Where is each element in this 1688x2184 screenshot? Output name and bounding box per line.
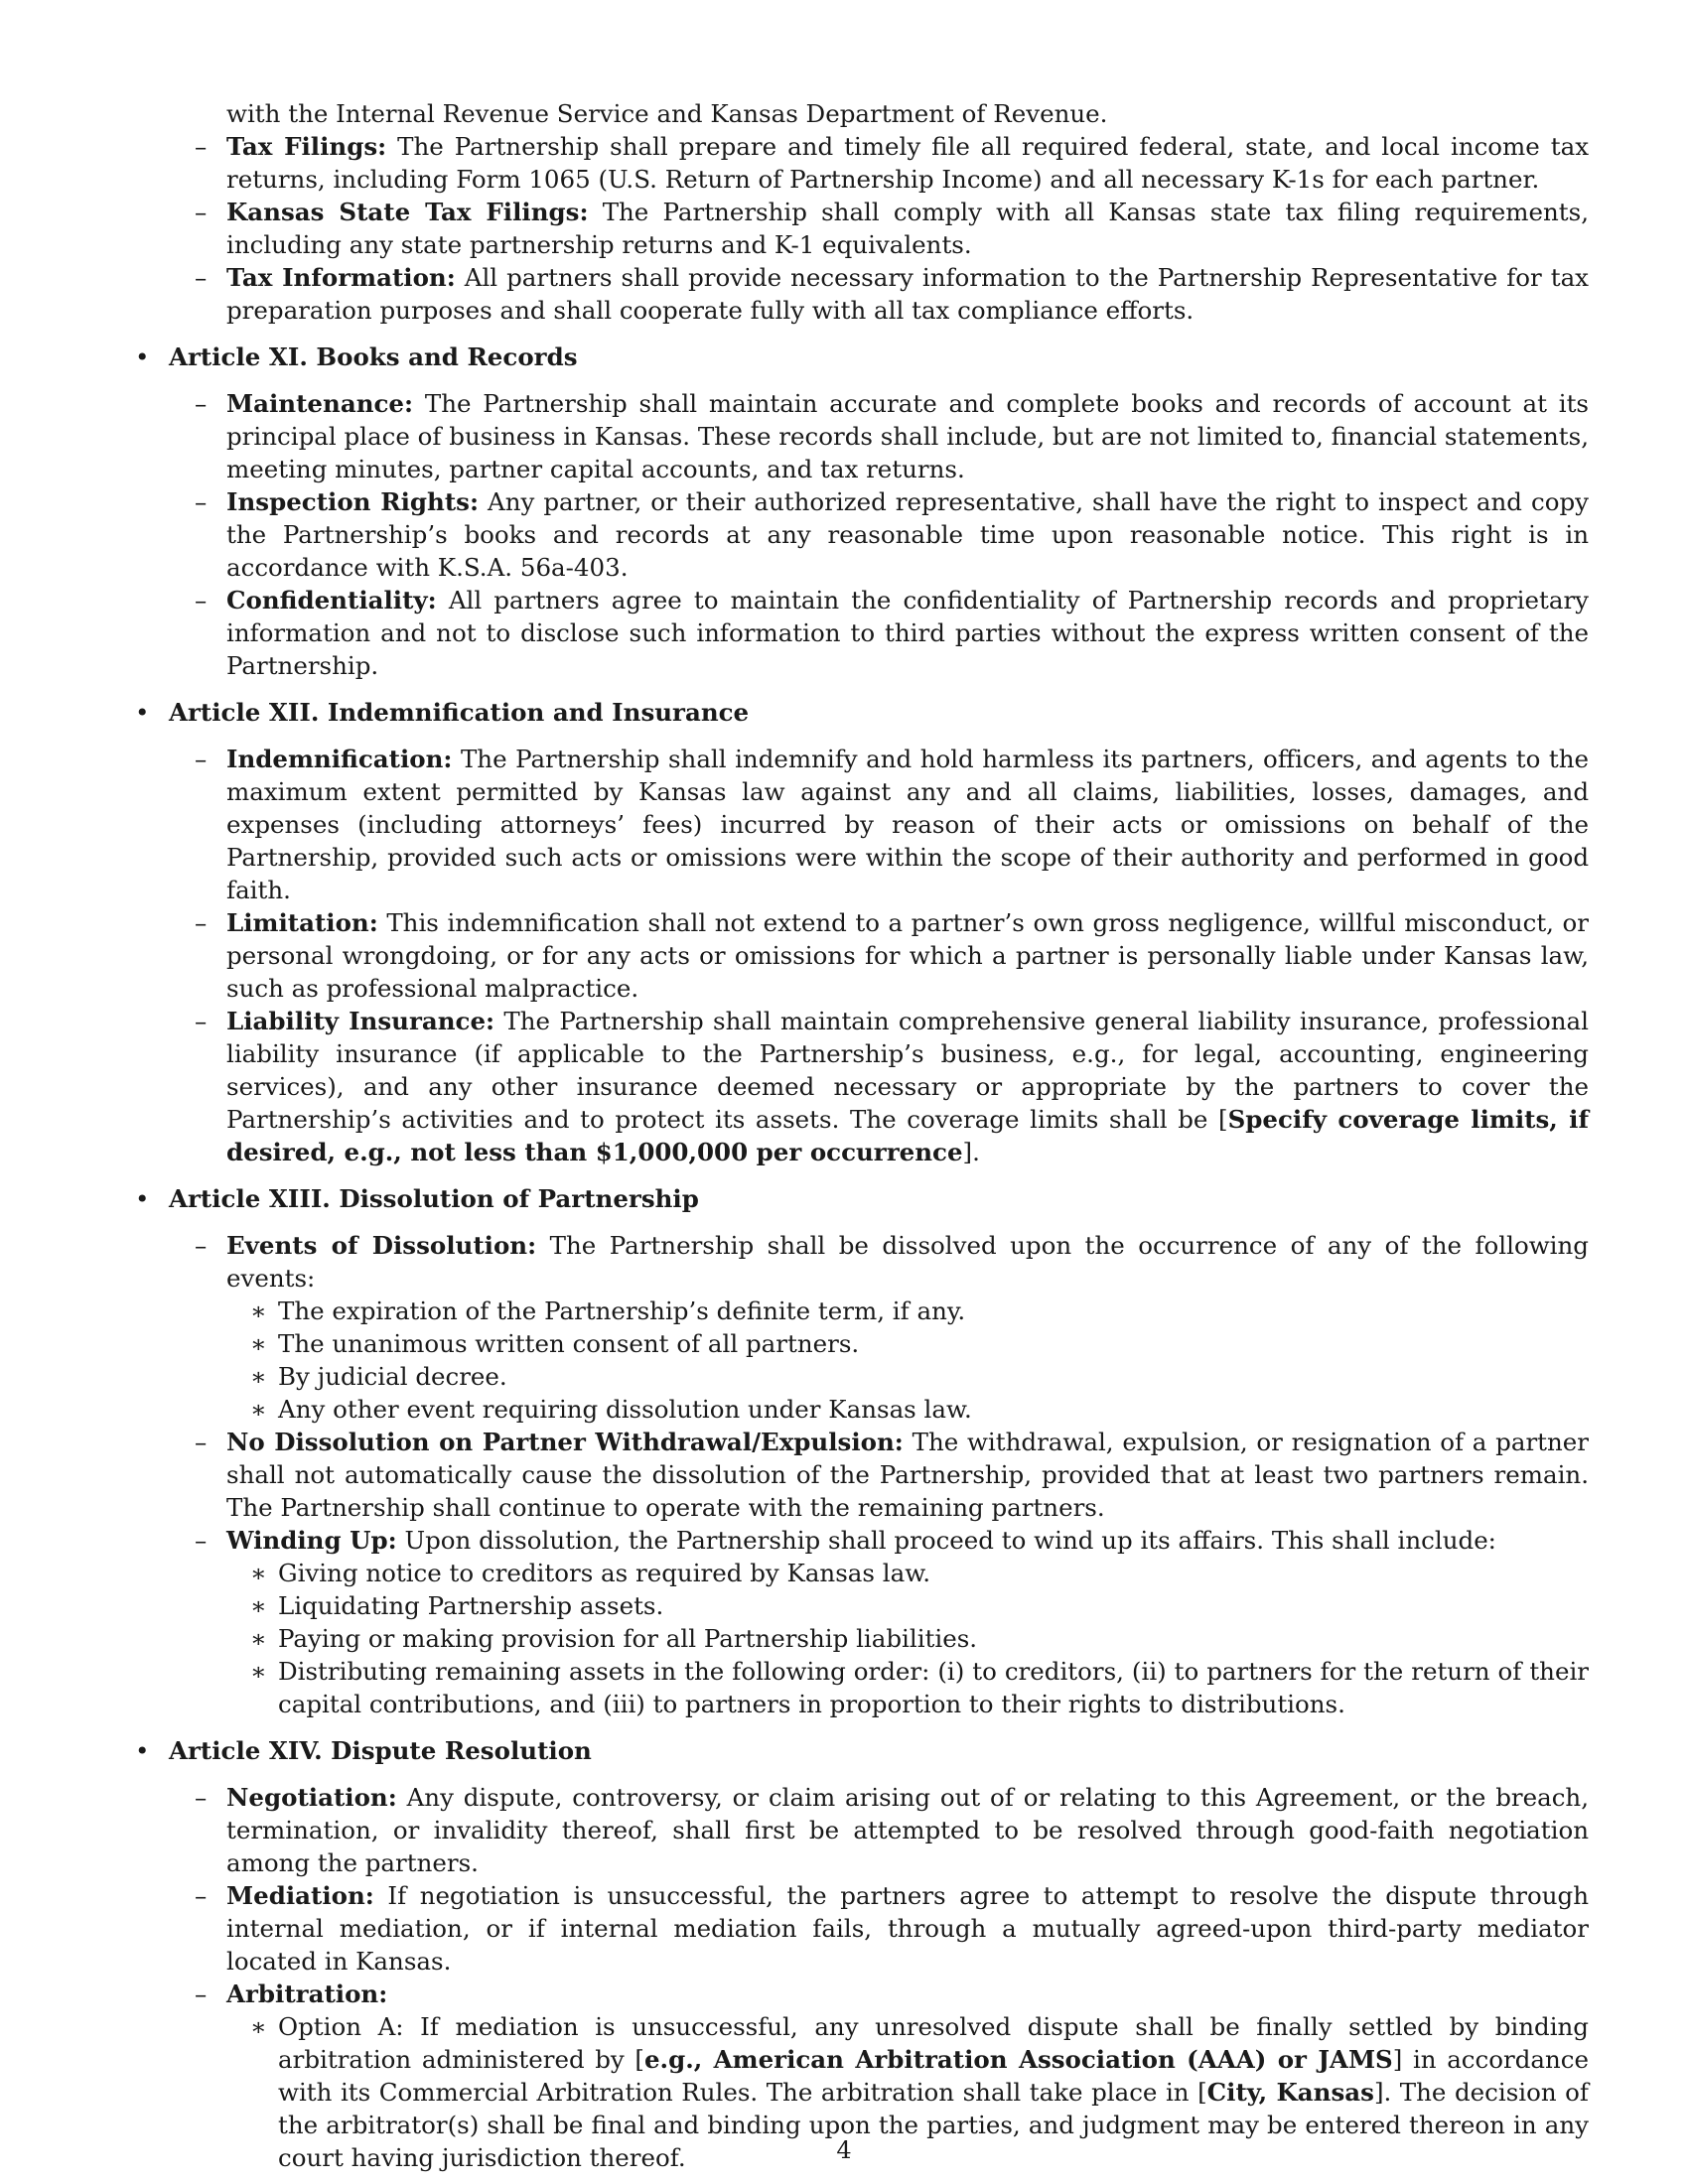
arbitration-location-placeholder: City, Kansas [1206, 2078, 1374, 2107]
document-body [133, 97, 1589, 2174]
list-item-winding-up: – Winding Up: Upon dissolution, the Partnership shall proceed to wind up its affairs. This shall include: [195, 1526, 1496, 1555]
sub-list-item: ∗ By judicial decree. [250, 1362, 507, 1391]
list-item-inspection-rights: – Inspection Rights: Any partner, or their authorized representative, shall have the right to inspect and copy the Partnership’s books and records at any reasonable time upon reasonable notice. This right is in accordance with K.S.A. 56a-403. [195, 487, 1589, 582]
list-item-mediation: – Mediation: If negotiation is unsuccessful, the partners agree to attempt to resolve the dispute through internal mediation, or if internal mediation fails, through a mutually agreed-upon third-party mediator located in Kansas. [195, 1881, 1589, 1976]
sub-list-item: ∗ Any other event requiring dissolution under Kansas law. [250, 1395, 972, 1424]
arbitration-provider-placeholder: e.g., American Arbitration Association (AAA) or JAMS [643, 2045, 1393, 2074]
list-item-tax-information: – Tax Information: All partners shall provide necessary information to the Partnership Representative for tax preparation purposes and shall cooperate fully with all tax compliance efforts. [195, 263, 1589, 325]
sub-list-item-option-a: ∗ Option A: If mediation is unsuccessful, any unresolved dispute shall be finally settled by binding arbitration administered by [e.g., American Arbitration Association (AAA) or JAMS] in accordance with its Commercial Arbitration Rules. The arbitration shall take place in [City, Kansas]. The decision of the arbitrator(s) shall be final and binding upon the parties, and judgment may be entered thereon in any court having jurisdiction thereof. [250, 2012, 1589, 2172]
list-item-limitation: – Limitation: This indemnification shall not extend to a partner’s own gross negligence, willful misconduct, or personal wrongdoing, or for any acts or omissions for which a partner is personally liable under Kansas law, such as professional malpractice. [195, 908, 1589, 1003]
list-item-confidentiality: – Confidentiality: All partners agree to maintain the confidentiality of Partnership records and proprietary information and not to disclose such information to third parties without the express written consent of the Partnership. [195, 586, 1589, 680]
article-xii-heading: • Article XII. Indemnification and Insurance [135, 698, 750, 727]
intro-continuation: with the Internal Revenue Service and Kansas Department of Revenue. [226, 99, 1108, 128]
list-item-arbitration: – Arbitration: [195, 1979, 388, 2008]
list-item-negotiation: – Negotiation: Any dispute, controversy, or claim arising out of or relating to this Agreement, or the breach, termination, or invalidity thereof, shall first be attempted to be resolved through good-faith negotiation among the partners. [195, 1783, 1589, 1877]
sub-list-item: ∗ Distributing remaining assets in the following order: (i) to creditors, (ii) to partners for the return of their capital contributions, and (iii) to partners in proportion to their rights to distributions. [250, 1657, 1589, 1718]
list-item-maintenance: – Maintenance: The Partnership shall maintain accurate and complete books and records of account at its principal place of business in Kansas. These records shall include, but are not limited to, financial statements, meeting minutes, partner capital accounts, and tax returns. [195, 389, 1589, 483]
article-xii-list [133, 743, 1589, 1168]
article-xiii-heading: • Article XIII. Dissolution of Partnership [135, 1184, 699, 1213]
coverage-limits-placeholder: Specify coverage limits, if desired, e.g., not less than $1,000,000 per occurrence [226, 1105, 1589, 1166]
article-xiv-list [133, 1781, 1589, 2174]
sub-list-item: ∗ The unanimous written consent of all partners. [250, 1329, 860, 1358]
sub-list-item: ∗ Paying or making provision for all Partnership liabilities. [250, 1624, 978, 1653]
article-xiv-heading: • Article XIV. Dispute Resolution [135, 1736, 592, 1765]
page-number: 4 [836, 2136, 852, 2164]
list-item-kansas-state-tax-filings: – Kansas State Tax Filings: The Partnership shall comply with all Kansas state tax filing requirements, including any state partnership returns and K-1 equivalents. [195, 198, 1589, 259]
article-xiii-list [133, 1229, 1589, 1720]
article-xi-heading: • Article XI. Books and Records [135, 342, 578, 371]
sub-list-item: ∗ Liquidating Partnership assets. [250, 1591, 664, 1620]
tax-list [133, 130, 1589, 327]
sub-list-item: ∗ The expiration of the Partnership’s definite term, if any. [250, 1297, 966, 1325]
list-item-indemnification: – Indemnification: The Partnership shall indemnify and hold harmless its partners, officers, and agents to the maximum extent permitted by Kansas law against any and all claims, liabilities, losses, damages, and expenses (including attorneys’ fees) incurred by reason of their acts or omissions on behalf of the Partnership, provided such acts or omissions were within the scope of their authority and performed in good faith. [195, 745, 1589, 904]
sub-list-item: ∗ Giving notice to creditors as required by Kansas law. [250, 1559, 931, 1587]
list-item-no-dissolution: – No Dissolution on Partner Withdrawal/Expulsion: The withdrawal, expulsion, or resignation of a partner shall not automatically cause the dissolution of the Partnership, provided that at least two partners remain. The Partnership shall continue to operate with the remaining partners. [195, 1428, 1589, 1522]
list-item-events-of-dissolution: – Events of Dissolution: The Partnership shall be dissolved upon the occurrence of any of the following events: [195, 1231, 1589, 1293]
list-item-liability-insurance: – Liability Insurance: The Partnership shall maintain comprehensive general liability insurance, professional liability insurance (if applicable to the Partnership’s business, e.g., for legal, accounting, engineering services), and any other insurance deemed necessary or appropriate by the partners to cover the Partnership’s activities and to protect its assets. The coverage limits shall be [Specify coverage limits, if desired, e.g., not less than $1,000,000 per occurrence]. [195, 1007, 1589, 1166]
article-xi-list [133, 387, 1589, 682]
list-item-tax-filings: – Tax Filings: The Partnership shall prepare and timely file all required federal, state, and local income tax returns, including Form 1065 (U.S. Return of Partnership Income) and all necessary K-1s for each partner. [195, 132, 1590, 194]
